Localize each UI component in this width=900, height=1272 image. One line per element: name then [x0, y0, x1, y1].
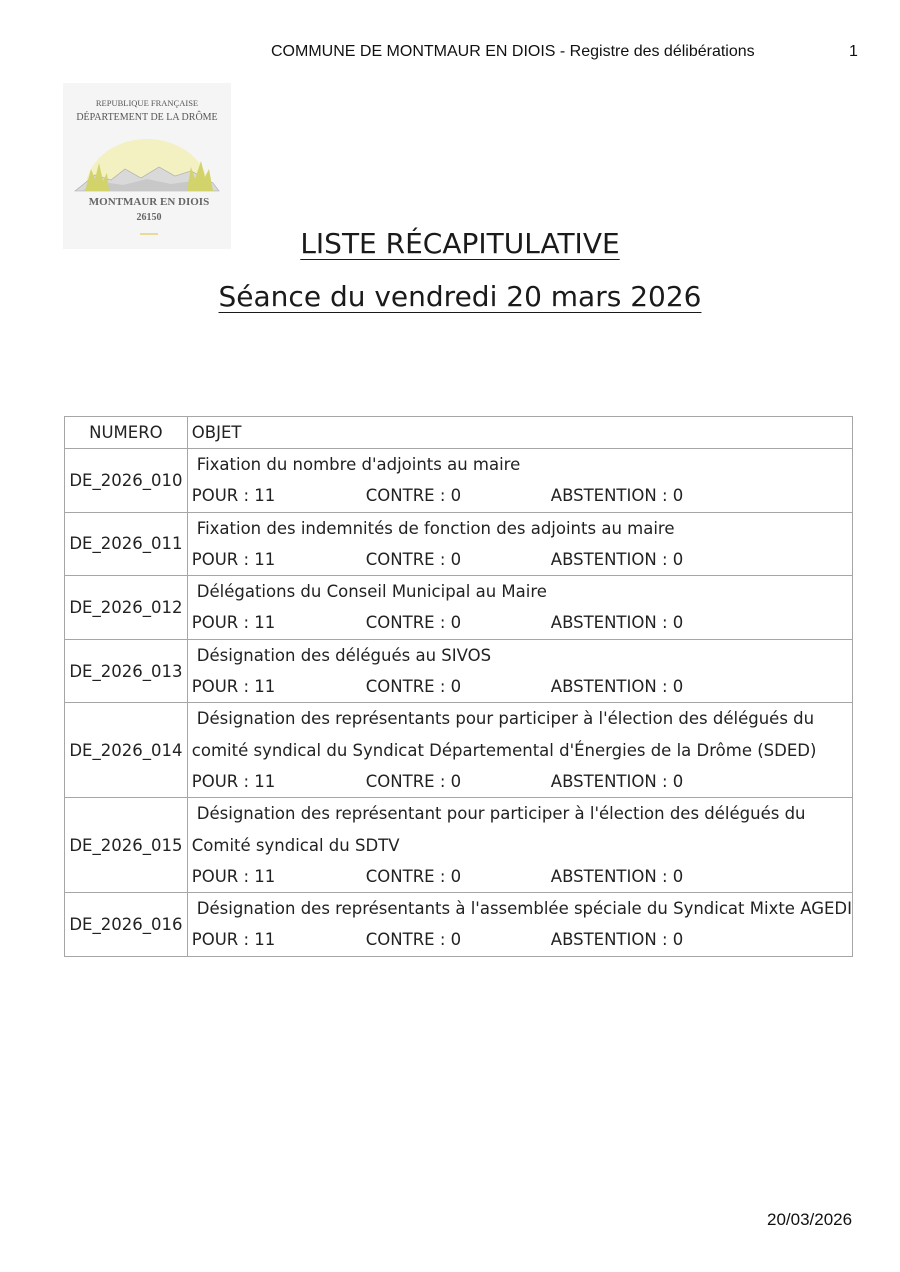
logo-line-postal: 26150 [136, 212, 162, 223]
vote-results [192, 671, 852, 702]
vote-abstention: ABSTENTION : 0 [550, 771, 684, 791]
deliberations-table [64, 416, 853, 957]
vote-pour: POUR : 11 [191, 613, 276, 633]
deliberation-object-text: Désignation des représentant pour participer à l'élection des délégués du [196, 804, 806, 824]
vote-results [192, 607, 852, 638]
session-title: Séance du vendredi 20 mars 2026 [218, 280, 702, 313]
deliberation-number: DE_2026_011 [65, 512, 188, 576]
vote-contre: CONTRE : 0 [365, 486, 462, 506]
deliberation-object-text: Désignation des représentants à l'assemblée spéciale du Syndicat Mixte AGEDI [196, 899, 852, 919]
vote-abstention: ABSTENTION : 0 [550, 549, 684, 569]
table-row [65, 576, 853, 640]
logo-line-commune: MONTMAUR EN DIOIS [88, 196, 210, 208]
vote-contre: CONTRE : 0 [365, 549, 462, 569]
vote-results [192, 861, 852, 892]
vote-pour: POUR : 11 [191, 677, 276, 697]
vote-results [192, 924, 852, 955]
vote-abstention: ABSTENTION : 0 [550, 613, 684, 633]
vote-results [192, 480, 852, 511]
footer-date: 20/03/2026 [767, 1210, 853, 1229]
vote-abstention: ABSTENTION : 0 [550, 677, 684, 697]
deliberation-number: DE_2026_013 [65, 639, 188, 703]
column-header-numero: NUMERO [65, 417, 188, 449]
logo-line-departement: DÉPARTEMENT DE LA DRÔME [76, 112, 218, 123]
table-row [65, 893, 853, 957]
vote-contre: CONTRE : 0 [365, 771, 462, 791]
page-number: 1 [849, 43, 858, 60]
table-header-row [65, 417, 853, 449]
table-row [65, 449, 853, 513]
vote-pour: POUR : 11 [191, 486, 276, 506]
column-header-objet: OBJET [187, 417, 852, 449]
table-row [65, 798, 853, 893]
deliberation-object-cell [187, 512, 852, 576]
deliberation-object-cell [187, 703, 852, 798]
deliberation-object-text: comité syndical du Syndicat Départemental d'Énergies de la Drôme (SDED) [191, 740, 817, 760]
vote-pour: POUR : 11 [191, 771, 276, 791]
deliberation-object-text: Fixation des indemnités de fonction des adjoints au maire [196, 518, 675, 538]
deliberation-object-cell [187, 798, 852, 893]
deliberation-object-cell [187, 449, 852, 513]
table-row [65, 703, 853, 798]
vote-contre: CONTRE : 0 [365, 930, 462, 950]
deliberation-object-text: Désignation des représentants pour participer à l'élection des délégués du [196, 709, 815, 729]
deliberation-object-text: Fixation du nombre d'adjoints au maire [196, 455, 521, 474]
deliberation-number: DE_2026_014 [65, 703, 188, 798]
commune-logo [63, 83, 231, 249]
deliberation-object-cell [187, 639, 852, 703]
logo-line-republique: REPUBLIQUE FRANÇAISE [95, 98, 199, 108]
deliberation-number: DE_2026_016 [65, 893, 188, 957]
table-row [65, 639, 853, 703]
deliberation-object-cell [187, 576, 852, 640]
vote-pour: POUR : 11 [191, 866, 276, 886]
header-title: COMMUNE DE MONTMAUR EN DIOIS - Registre des délibérations [271, 43, 755, 60]
deliberation-number: DE_2026_010 [65, 449, 188, 513]
vote-contre: CONTRE : 0 [365, 677, 462, 697]
deliberation-number: DE_2026_015 [65, 798, 188, 893]
vote-contre: CONTRE : 0 [365, 613, 462, 633]
table-row [65, 512, 853, 576]
vote-results [192, 766, 852, 797]
deliberation-object-cell [187, 893, 852, 957]
vote-pour: POUR : 11 [191, 930, 276, 950]
deliberation-object-text: Désignation des délégués au SIVOS [196, 645, 492, 665]
vote-abstention: ABSTENTION : 0 [550, 866, 684, 886]
vote-results [192, 544, 852, 575]
deliberation-object-text: Comité syndical du SDTV [191, 835, 400, 855]
vote-pour: POUR : 11 [191, 549, 276, 569]
vote-abstention: ABSTENTION : 0 [550, 486, 684, 506]
deliberation-object-text: Délégations du Conseil Municipal au Maire [196, 582, 547, 602]
page-header [0, 43, 900, 65]
vote-contre: CONTRE : 0 [365, 866, 462, 886]
vote-abstention: ABSTENTION : 0 [550, 930, 684, 950]
deliberation-number: DE_2026_012 [65, 576, 188, 640]
document-title: LISTE RÉCAPITULATIVE [300, 227, 620, 260]
